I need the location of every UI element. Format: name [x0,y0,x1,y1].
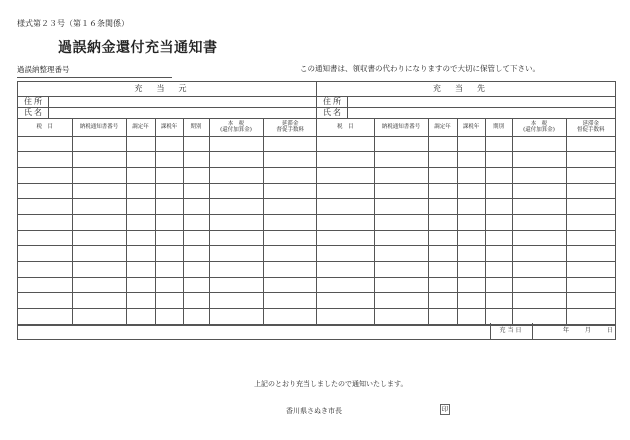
table-cell[interactable] [126,293,155,309]
table-row [18,214,317,230]
table-cell[interactable] [18,262,72,278]
table-cell[interactable] [72,199,126,215]
issuer-name: 香川県さぬき市長 [286,407,342,415]
table-cell[interactable] [72,293,126,309]
address-label: 住所 [18,97,49,107]
table-cell[interactable] [126,167,155,183]
table-cell[interactable] [457,199,485,215]
table-cell[interactable] [183,246,209,262]
table-cell[interactable] [428,199,457,215]
table-cell[interactable] [72,183,126,199]
table-row [317,293,615,309]
table-cell[interactable] [18,167,72,183]
column-header: 税 目 [317,119,374,136]
table-cell[interactable] [263,199,317,215]
table-cell[interactable] [512,199,566,215]
table-cell[interactable] [263,262,317,278]
table-cell[interactable] [263,183,317,199]
table-cell[interactable] [72,309,126,325]
table-cell[interactable] [566,152,615,168]
column-header-row [317,119,615,136]
table-cell[interactable] [457,214,485,230]
table-cell[interactable] [317,214,374,230]
table-cell[interactable] [457,277,485,293]
destination-heading: 充当先 [317,82,615,97]
table-row [317,262,615,278]
table-cell[interactable] [72,230,126,246]
table-cell[interactable] [126,214,155,230]
table-row [18,199,317,215]
table-row [317,183,615,199]
table-cell[interactable] [457,167,485,183]
table-cell[interactable] [512,214,566,230]
table-cell[interactable] [209,246,263,262]
table-cell[interactable] [72,214,126,230]
table-cell[interactable] [374,293,428,309]
table-cell[interactable] [263,214,317,230]
table-cell[interactable] [126,262,155,278]
table-cell[interactable] [374,262,428,278]
table-cell[interactable] [155,152,183,168]
table-cell[interactable] [155,230,183,246]
table-cell[interactable] [18,214,72,230]
table-row [317,246,615,262]
source-name-row[interactable] [18,108,317,119]
table-cell[interactable] [485,167,512,183]
table-cell[interactable] [428,262,457,278]
table-cell[interactable] [566,136,615,152]
table-cell[interactable] [512,230,566,246]
table-row [18,152,317,168]
table-cell[interactable] [126,152,155,168]
table-cell[interactable] [317,183,374,199]
table-cell[interactable] [317,152,374,168]
table-cell[interactable] [485,214,512,230]
table-cell[interactable] [457,246,485,262]
table-cell[interactable] [183,277,209,293]
table-cell[interactable] [72,277,126,293]
column-header: 調定年 [126,119,155,136]
table-cell[interactable] [18,199,72,215]
column-header: 課税年 [155,119,183,136]
column-header: 納税通知書番号 [72,119,126,136]
table-row [18,309,317,325]
table-cell[interactable] [317,293,374,309]
table-cell[interactable] [18,230,72,246]
table-cell[interactable] [566,183,615,199]
table-row [317,277,615,293]
table-cell[interactable] [457,152,485,168]
table-cell[interactable] [155,167,183,183]
destination-name-row[interactable] [317,108,615,119]
table-cell[interactable] [485,152,512,168]
charge-date-label: 充当日 [490,323,533,339]
ref-number-field[interactable] [17,77,172,78]
table-cell[interactable] [155,136,183,152]
destination-address-row[interactable] [317,97,615,108]
table-cell[interactable] [457,230,485,246]
table-cell[interactable] [485,246,512,262]
table-cell[interactable] [566,246,615,262]
table-cell[interactable] [457,183,485,199]
table-cell[interactable] [566,293,615,309]
table-row [317,199,615,215]
table-cell[interactable] [209,293,263,309]
table-cell[interactable] [428,246,457,262]
table-cell[interactable] [374,230,428,246]
table-cell[interactable] [126,309,155,325]
address-label: 住所 [317,97,348,107]
table-cell[interactable] [428,167,457,183]
table-row [18,230,317,246]
table-cell[interactable] [155,277,183,293]
table-cell[interactable] [72,152,126,168]
table-cell[interactable] [155,293,183,309]
table-row [18,246,317,262]
table-cell[interactable] [72,262,126,278]
table-cell[interactable] [183,199,209,215]
table-cell[interactable] [72,167,126,183]
table-cell[interactable] [566,309,615,325]
column-header: 調定年 [428,119,457,136]
table-row [317,136,615,152]
column-header: 納税通知書番号 [374,119,428,136]
document-title: 過誤納金還付充当通知書 [58,40,218,56]
table-cell[interactable] [428,293,457,309]
table-row [317,152,615,168]
table-cell[interactable] [263,309,317,325]
table-cell[interactable] [126,277,155,293]
table-cell[interactable] [485,183,512,199]
table-cell[interactable] [155,214,183,230]
table-cell[interactable] [263,136,317,152]
table-cell[interactable] [183,167,209,183]
table-cell[interactable] [155,183,183,199]
table-row [317,309,615,325]
table-cell[interactable] [183,214,209,230]
table-cell[interactable] [209,199,263,215]
table-cell[interactable] [209,152,263,168]
table-cell[interactable] [18,246,72,262]
table-row [18,183,317,199]
source-table [18,119,317,325]
table-cell[interactable] [428,183,457,199]
column-header: 延滞金 督促手数料 [566,119,615,136]
charge-date-row [17,323,616,340]
table-cell[interactable] [209,309,263,325]
table-cell[interactable] [374,183,428,199]
table-cell[interactable] [374,152,428,168]
table-cell[interactable] [512,183,566,199]
table-cell[interactable] [374,167,428,183]
table-cell[interactable] [18,152,72,168]
table-cell[interactable] [18,136,72,152]
table-cell[interactable] [317,199,374,215]
table-cell[interactable] [18,277,72,293]
table-cell[interactable] [566,214,615,230]
table-cell[interactable] [183,309,209,325]
table-cell[interactable] [512,167,566,183]
table-cell[interactable] [566,167,615,183]
column-header: 本 税 (還付加算金) [209,119,263,136]
table-cell[interactable] [428,309,457,325]
column-header: 期別 [183,119,209,136]
table-cell[interactable] [512,309,566,325]
ref-number-label: 過誤納整理番号 [17,65,70,74]
table-cell[interactable] [317,167,374,183]
table-cell[interactable] [485,136,512,152]
table-row [18,262,317,278]
closing-statement: 上記のとおり充当しましたので通知いたします。 [254,380,408,388]
table-cell[interactable] [374,214,428,230]
column-header-row [18,119,317,136]
table-cell[interactable] [512,136,566,152]
table-cell[interactable] [155,199,183,215]
table-cell[interactable] [457,136,485,152]
table-cell[interactable] [72,136,126,152]
table-cell[interactable] [126,136,155,152]
table-cell[interactable] [374,277,428,293]
table-cell[interactable] [566,277,615,293]
table-cell[interactable] [126,199,155,215]
table-cell[interactable] [263,152,317,168]
table-cell[interactable] [183,293,209,309]
table-cell[interactable] [183,136,209,152]
table-cell[interactable] [317,262,374,278]
table-cell[interactable] [428,152,457,168]
table-cell[interactable] [209,183,263,199]
table-row [18,136,317,152]
table-cell[interactable] [263,167,317,183]
source-section [17,81,317,326]
table-cell[interactable] [485,293,512,309]
name-label: 氏名 [18,108,49,118]
table-cell[interactable] [566,230,615,246]
table-cell[interactable] [317,277,374,293]
table-cell[interactable] [155,246,183,262]
table-row [317,230,615,246]
table-cell[interactable] [18,293,72,309]
table-cell[interactable] [18,309,72,325]
table-cell[interactable] [566,262,615,278]
table-row [18,167,317,183]
charge-date-field[interactable]: 年 月 日 [563,327,613,334]
table-cell[interactable] [317,246,374,262]
table-cell[interactable] [209,262,263,278]
table-cell[interactable] [317,230,374,246]
table-cell[interactable] [183,262,209,278]
table-cell[interactable] [457,293,485,309]
table-cell[interactable] [512,246,566,262]
column-header: 税 目 [18,119,72,136]
seal-mark: 印 [441,405,449,413]
table-cell[interactable] [374,199,428,215]
column-header: 延滞金 督促手数料 [263,119,317,136]
table-cell[interactable] [155,309,183,325]
table-cell[interactable] [317,136,374,152]
name-label: 氏名 [317,108,348,118]
destination-section [316,81,616,326]
table-cell[interactable] [485,199,512,215]
table-row [18,277,317,293]
table-cell[interactable] [183,152,209,168]
table-cell[interactable] [126,230,155,246]
table-cell[interactable] [126,183,155,199]
table-cell[interactable] [428,136,457,152]
column-header: 本 税 (還付加算金) [512,119,566,136]
table-row [317,214,615,230]
table-cell[interactable] [263,293,317,309]
table-cell[interactable] [183,230,209,246]
table-cell[interactable] [263,277,317,293]
table-cell[interactable] [485,309,512,325]
notice-text: この通知書は、領収書の代わりになりますので大切に保管して下さい。 [300,64,540,73]
destination-table [317,119,615,325]
table-cell[interactable] [209,277,263,293]
table-cell[interactable] [485,230,512,246]
table-cell[interactable] [428,277,457,293]
form-code: 様式第２３号（第１６条関係） [17,19,129,28]
table-cell[interactable] [512,152,566,168]
table-cell[interactable] [457,309,485,325]
table-cell[interactable] [209,230,263,246]
table-cell[interactable] [317,309,374,325]
table-cell[interactable] [18,183,72,199]
table-cell[interactable] [485,277,512,293]
table-cell[interactable] [512,277,566,293]
table-cell[interactable] [72,246,126,262]
table-row [18,293,317,309]
table-cell[interactable] [263,246,317,262]
source-address-row[interactable] [18,97,317,108]
table-cell[interactable] [512,262,566,278]
table-cell[interactable] [183,183,209,199]
table-cell[interactable] [485,262,512,278]
source-heading: 充当元 [18,82,317,97]
table-cell[interactable] [374,246,428,262]
table-cell[interactable] [428,230,457,246]
table-row [317,167,615,183]
table-cell[interactable] [209,136,263,152]
table-cell[interactable] [209,214,263,230]
table-cell[interactable] [155,262,183,278]
table-cell[interactable] [126,246,155,262]
table-cell[interactable] [428,214,457,230]
table-cell[interactable] [566,199,615,215]
table-cell[interactable] [374,136,428,152]
table-cell[interactable] [512,293,566,309]
table-cell[interactable] [209,167,263,183]
table-cell[interactable] [374,309,428,325]
column-header: 期別 [485,119,512,136]
column-header: 課税年 [457,119,485,136]
table-cell[interactable] [263,230,317,246]
table-cell[interactable] [457,262,485,278]
